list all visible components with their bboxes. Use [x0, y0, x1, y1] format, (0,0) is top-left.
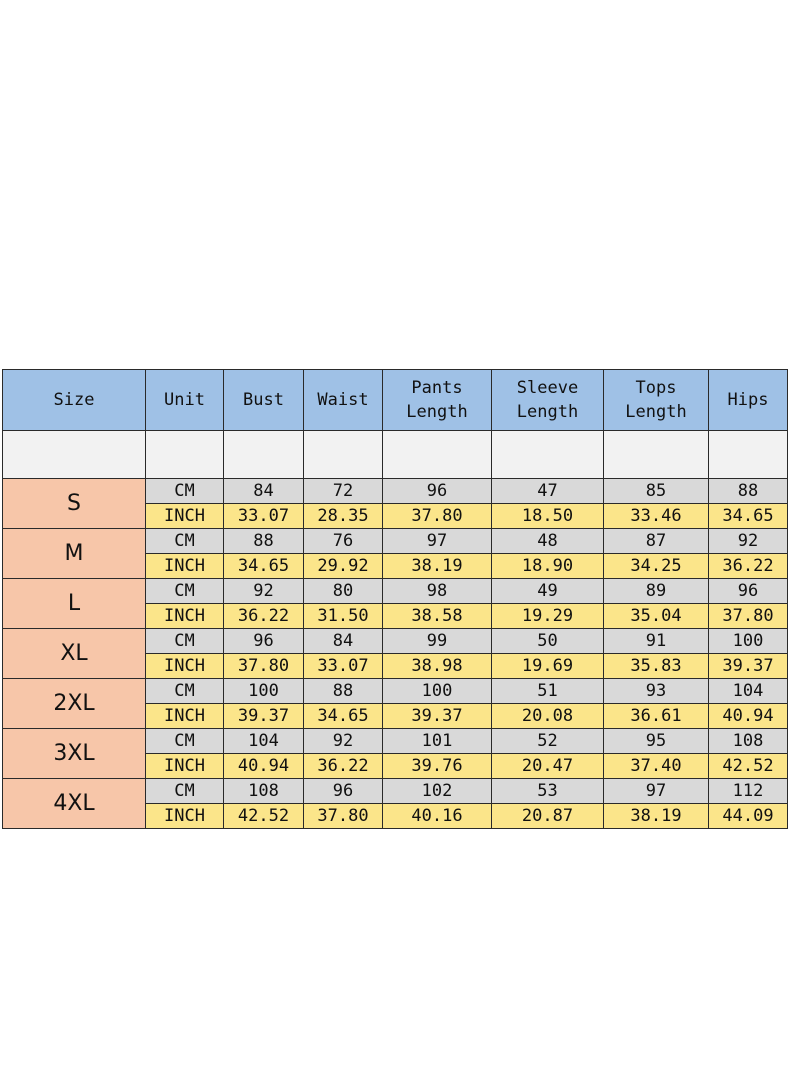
- cm-value-cell: 93: [604, 679, 709, 704]
- header-bust: Bust: [224, 370, 304, 431]
- unit-inch-label: INCH: [146, 604, 224, 629]
- inch-value-cell: 19.29: [492, 604, 604, 629]
- cm-value-cell: 97: [383, 529, 492, 554]
- blank-cell: [709, 431, 788, 479]
- inch-value-cell: 40.16: [383, 804, 492, 829]
- table-row-cm: [3, 679, 788, 704]
- cm-value-cell: 84: [304, 629, 383, 654]
- inch-value-cell: 37.80: [304, 804, 383, 829]
- size-chart-body: [3, 431, 788, 829]
- cm-value-cell: 85: [604, 479, 709, 504]
- header-tops-length-line1: Tops: [635, 378, 677, 398]
- cm-value-cell: 53: [492, 779, 604, 804]
- blank-cell: [383, 431, 492, 479]
- unit-inch-label: INCH: [146, 654, 224, 679]
- cm-value-cell: 96: [304, 779, 383, 804]
- unit-cm-label: CM: [146, 529, 224, 554]
- cm-value-cell: 100: [383, 679, 492, 704]
- blank-cell: [304, 431, 383, 479]
- inch-value-cell: 36.22: [224, 604, 304, 629]
- size-label: L: [3, 579, 146, 629]
- header-sleeve-length-line2: Length: [516, 402, 579, 422]
- cm-value-cell: 76: [304, 529, 383, 554]
- cm-value-cell: 48: [492, 529, 604, 554]
- cm-value-cell: 95: [604, 729, 709, 754]
- table-row-cm: [3, 629, 788, 654]
- unit-cm-label: CM: [146, 479, 224, 504]
- header-sleeve-length-line1: Sleeve: [516, 378, 579, 398]
- cm-value-cell: 87: [604, 529, 709, 554]
- size-label: S: [3, 479, 146, 529]
- inch-value-cell: 44.09: [709, 804, 788, 829]
- header-pants-length-line2: Length: [406, 402, 468, 422]
- inch-value-cell: 20.87: [492, 804, 604, 829]
- header-tops-length-line2: Length: [625, 402, 687, 422]
- inch-value-cell: 38.98: [383, 654, 492, 679]
- inch-value-cell: 40.94: [709, 704, 788, 729]
- table-row-cm: [3, 579, 788, 604]
- inch-value-cell: 34.65: [709, 504, 788, 529]
- size-label: 2XL: [3, 679, 146, 729]
- table-row-cm: [3, 529, 788, 554]
- unit-inch-label: INCH: [146, 704, 224, 729]
- cm-value-cell: 96: [383, 479, 492, 504]
- inch-value-cell: 36.22: [709, 554, 788, 579]
- cm-value-cell: 92: [304, 729, 383, 754]
- header-waist: Waist: [304, 370, 383, 431]
- blank-cell: [146, 431, 224, 479]
- inch-value-cell: 18.50: [492, 504, 604, 529]
- inch-value-cell: 34.25: [604, 554, 709, 579]
- cm-value-cell: 102: [383, 779, 492, 804]
- cm-value-cell: 101: [383, 729, 492, 754]
- cm-value-cell: 49: [492, 579, 604, 604]
- cm-value-cell: 92: [224, 579, 304, 604]
- size-chart-table: [2, 369, 788, 829]
- size-label: M: [3, 529, 146, 579]
- blank-row: [3, 431, 788, 479]
- inch-value-cell: 33.07: [304, 654, 383, 679]
- inch-value-cell: 37.80: [383, 504, 492, 529]
- inch-value-cell: 38.58: [383, 604, 492, 629]
- cm-value-cell: 104: [224, 729, 304, 754]
- cm-value-cell: 88: [709, 479, 788, 504]
- cm-value-cell: 84: [224, 479, 304, 504]
- blank-cell: [224, 431, 304, 479]
- blank-cell: [604, 431, 709, 479]
- inch-value-cell: 34.65: [304, 704, 383, 729]
- inch-value-cell: 29.92: [304, 554, 383, 579]
- unit-cm-label: CM: [146, 779, 224, 804]
- cm-value-cell: 50: [492, 629, 604, 654]
- cm-value-cell: 51: [492, 679, 604, 704]
- inch-value-cell: 42.52: [224, 804, 304, 829]
- table-row-cm: [3, 479, 788, 504]
- inch-value-cell: 39.37: [383, 704, 492, 729]
- inch-value-cell: 18.90: [492, 554, 604, 579]
- cm-value-cell: 100: [709, 629, 788, 654]
- cm-value-cell: 47: [492, 479, 604, 504]
- cm-value-cell: 96: [224, 629, 304, 654]
- cm-value-cell: 96: [709, 579, 788, 604]
- inch-value-cell: 20.08: [492, 704, 604, 729]
- inch-value-cell: 39.76: [383, 754, 492, 779]
- header-pants-length: [383, 370, 492, 431]
- cm-value-cell: 92: [709, 529, 788, 554]
- cm-value-cell: 88: [224, 529, 304, 554]
- inch-value-cell: 42.52: [709, 754, 788, 779]
- cm-value-cell: 97: [604, 779, 709, 804]
- inch-value-cell: 37.80: [709, 604, 788, 629]
- header-pants-length-line1: Pants: [411, 378, 463, 398]
- inch-value-cell: 33.07: [224, 504, 304, 529]
- unit-inch-label: INCH: [146, 804, 224, 829]
- cm-value-cell: 100: [224, 679, 304, 704]
- size-label: 4XL: [3, 779, 146, 829]
- header-sleeve-length: [492, 370, 604, 431]
- cm-value-cell: 52: [492, 729, 604, 754]
- table-row-cm: [3, 729, 788, 754]
- size-label: 3XL: [3, 729, 146, 779]
- inch-value-cell: 36.22: [304, 754, 383, 779]
- inch-value-cell: 19.69: [492, 654, 604, 679]
- cm-value-cell: 91: [604, 629, 709, 654]
- header-size: Size: [3, 370, 146, 431]
- inch-value-cell: 37.40: [604, 754, 709, 779]
- cm-value-cell: 80: [304, 579, 383, 604]
- cm-value-cell: 108: [224, 779, 304, 804]
- cm-value-cell: 89: [604, 579, 709, 604]
- inch-value-cell: 39.37: [709, 654, 788, 679]
- inch-value-cell: 28.35: [304, 504, 383, 529]
- header-tops-length: [604, 370, 709, 431]
- blank-cell: [3, 431, 146, 479]
- inch-value-cell: 37.80: [224, 654, 304, 679]
- inch-value-cell: 38.19: [383, 554, 492, 579]
- header-hips: Hips: [709, 370, 788, 431]
- inch-value-cell: 20.47: [492, 754, 604, 779]
- cm-value-cell: 99: [383, 629, 492, 654]
- unit-inch-label: INCH: [146, 554, 224, 579]
- cm-value-cell: 98: [383, 579, 492, 604]
- inch-value-cell: 35.83: [604, 654, 709, 679]
- inch-value-cell: 33.46: [604, 504, 709, 529]
- inch-value-cell: 40.94: [224, 754, 304, 779]
- inch-value-cell: 34.65: [224, 554, 304, 579]
- cm-value-cell: 108: [709, 729, 788, 754]
- inch-value-cell: 38.19: [604, 804, 709, 829]
- cm-value-cell: 112: [709, 779, 788, 804]
- cm-value-cell: 72: [304, 479, 383, 504]
- header-row: [3, 370, 788, 431]
- inch-value-cell: 35.04: [604, 604, 709, 629]
- header-unit: Unit: [146, 370, 224, 431]
- table-row-cm: [3, 779, 788, 804]
- inch-value-cell: 39.37: [224, 704, 304, 729]
- unit-cm-label: CM: [146, 629, 224, 654]
- unit-cm-label: CM: [146, 579, 224, 604]
- blank-cell: [492, 431, 604, 479]
- cm-value-cell: 104: [709, 679, 788, 704]
- unit-inch-label: INCH: [146, 504, 224, 529]
- cm-value-cell: 88: [304, 679, 383, 704]
- size-label: XL: [3, 629, 146, 679]
- unit-inch-label: INCH: [146, 754, 224, 779]
- unit-cm-label: CM: [146, 679, 224, 704]
- unit-cm-label: CM: [146, 729, 224, 754]
- inch-value-cell: 31.50: [304, 604, 383, 629]
- inch-value-cell: 36.61: [604, 704, 709, 729]
